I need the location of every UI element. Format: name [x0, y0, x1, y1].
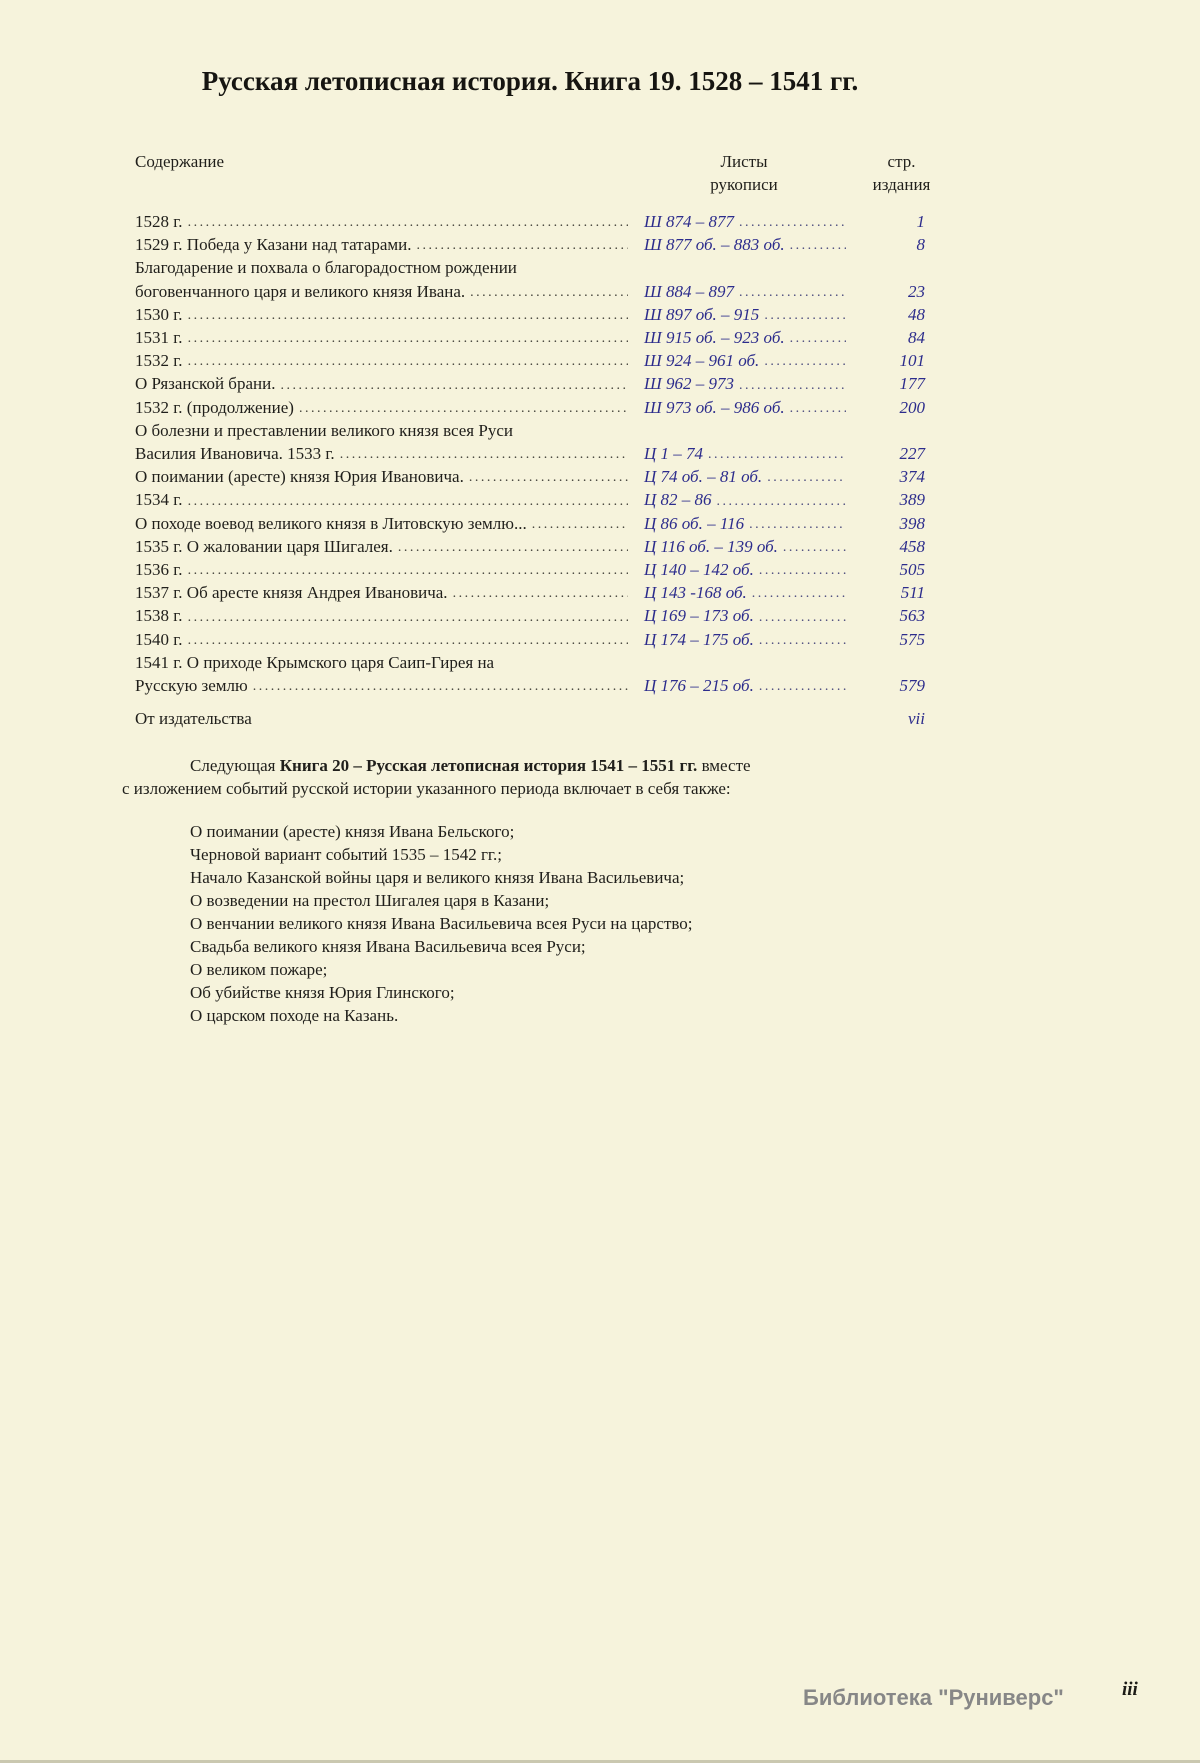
toc-entry-title-line: [135, 488, 630, 511]
toc-entry-title: [135, 604, 630, 627]
toc-entry-page-number: 505: [899, 560, 925, 580]
toc-entry-title-line: [135, 372, 630, 395]
next-book-item: Черновой вариант событий 1535 – 1542 гг.;: [190, 845, 502, 865]
toc-row: [135, 349, 925, 372]
toc-header-sheets-line1: Листы: [720, 152, 768, 171]
toc-entry-title: [135, 396, 630, 419]
toc-entry-title-line: [135, 233, 630, 256]
toc-entry-page-number: 177: [899, 374, 925, 394]
toc-header-sheets-line2: рукописи: [710, 175, 778, 194]
toc-entry-page-number: 389: [899, 490, 925, 510]
toc-entry-title-line: [135, 535, 630, 558]
dot-leader: [340, 448, 628, 462]
toc-entry-title-line: [135, 604, 630, 627]
toc-row: [135, 465, 925, 488]
toc-entry-title: [135, 256, 630, 302]
next-book-line1: [122, 754, 1002, 777]
dot-leader: [470, 286, 628, 300]
publisher-label: От издательства: [135, 709, 252, 729]
dot-leader: [188, 332, 628, 346]
toc-entry-text: 1537 г. Об аресте князя Андрея Ивановича.: [135, 583, 448, 603]
toc-entry-page-number: 227: [899, 444, 925, 464]
next-book-title: Книга 20 – Русская летописная история 1541 – 1551 гг.: [279, 756, 698, 776]
toc-entry-title-line: [135, 396, 630, 419]
toc-entry-page-number: 8: [916, 235, 925, 255]
toc-entry-title-line: [135, 256, 630, 279]
toc-entry-text: 1530 г.: [135, 304, 183, 324]
toc-entry-page-number: 579: [899, 676, 925, 696]
dot-leader: [188, 634, 628, 648]
dot-leader: [759, 634, 846, 648]
toc-entry-title-line: [135, 465, 630, 488]
next-book-item: О царском походе на Казань.: [190, 1006, 399, 1026]
toc-entry-text: 1541 г. О приходе Крымского царя Саип-Гирея на: [135, 652, 495, 672]
dot-leader: [188, 611, 628, 625]
publisher-page-number: vii: [908, 709, 925, 729]
table-of-contents: [135, 150, 931, 730]
toc-entry-title: [135, 558, 630, 581]
toc-row: [135, 419, 925, 465]
toc-entry-sheets: [630, 535, 848, 558]
toc-entry-sheets-text: Ц 176 – 215 об.: [644, 676, 754, 696]
toc-entry-title: [135, 651, 630, 697]
toc-header-pages-line1: стр.: [887, 152, 916, 171]
toc-entry-text: 1528 г.: [135, 212, 183, 231]
toc-entry-title: [135, 512, 630, 535]
toc-entry-title: [135, 210, 630, 233]
toc-row: [135, 326, 925, 349]
toc-header: [135, 150, 931, 196]
toc-entry-sheets: [630, 372, 848, 395]
toc-entry-page-number: 200: [899, 397, 925, 417]
next-book-item: Начало Казанской войны царя и великого князя Ивана Васильевича;: [190, 868, 685, 888]
dot-leader: [767, 471, 846, 485]
toc-entry-page-number: 101: [899, 351, 925, 371]
dot-leader: [188, 564, 628, 578]
dot-leader: [532, 518, 628, 532]
toc-entry-text: 1531 г.: [135, 328, 183, 348]
toc-entry-title-line: [135, 280, 630, 303]
toc-entry-title: [135, 349, 630, 372]
page-title: Русская летописная история. Книга 19. 1528 – 1541 гг.: [201, 66, 859, 96]
toc-entry-sheets: [630, 303, 848, 326]
toc-entry-sheets: [630, 396, 848, 419]
toc-entry-text: 1540 г.: [135, 629, 183, 649]
toc-entry-sheets-text: Ц 169 – 173 об.: [644, 606, 754, 626]
next-book-item: О возведении на престол Шигалея царя в Казани;: [190, 891, 550, 911]
toc-entry-text: 1534 г.: [135, 490, 183, 510]
footer-page-number: iii: [1122, 1679, 1138, 1700]
toc-entry-title-line: [135, 512, 630, 535]
toc-entry-sheets-text: Ц 86 об. – 116: [644, 513, 745, 533]
toc-entry-sheets-text: Ш 962 – 973: [644, 374, 734, 394]
dot-leader: [188, 309, 628, 323]
toc-entry-sheets: [630, 674, 848, 697]
toc-entry-sheets-text: Ц 82 – 86: [644, 490, 712, 510]
toc-entry-sheets-text: Ц 174 – 175 об.: [644, 629, 754, 649]
next-book-intro: Следующая: [190, 756, 280, 776]
toc-entry-sheets: [630, 280, 848, 303]
dot-leader: [188, 355, 628, 369]
toc-entry-sheets: [630, 210, 848, 233]
toc-entry-sheets-text: Ц 1 – 74: [644, 444, 704, 464]
toc-header-content: Содержание: [135, 152, 225, 171]
dot-leader: [759, 611, 846, 625]
toc-row: [135, 210, 925, 233]
next-book-list: [190, 820, 1002, 1027]
toc-entry-title: [135, 419, 630, 465]
toc-row: [135, 535, 925, 558]
toc-entry-title-line: [135, 674, 630, 697]
toc-row: [135, 628, 925, 651]
toc-entry-page-number: 563: [899, 606, 925, 626]
toc-entry-sheets-text: Ш 884 – 897: [644, 281, 734, 301]
toc-entry-title-line: [135, 651, 630, 674]
toc-row: [135, 396, 925, 419]
dot-leader: [469, 471, 628, 485]
toc-entry-title-line: [135, 558, 630, 581]
toc-entry-title-line: [135, 419, 630, 442]
toc-entry-sheets-text: Ц 140 – 142 об.: [644, 560, 754, 580]
toc-entry-title-line: [135, 581, 630, 604]
toc-entry-sheets: [630, 488, 848, 511]
toc-entry-text: боговенчанного царя и великого князя Ивана.: [135, 281, 466, 301]
page-footer: [0, 1679, 1200, 1719]
toc-entry-title: [135, 628, 630, 651]
toc-entry-title: [135, 303, 630, 326]
toc-entry-sheets-text: Ц 116 об. – 139 об.: [644, 536, 778, 556]
toc-entry-text: О Рязанской брани.: [135, 374, 276, 394]
toc-entry-sheets: [630, 465, 848, 488]
toc-row: [135, 372, 925, 395]
dot-leader: [417, 239, 628, 253]
toc-header-pages: [848, 150, 955, 196]
toc-entry-page-number: 23: [908, 281, 925, 301]
toc-entry-sheets-text: Ш 897 об. – 915: [644, 304, 760, 324]
toc-entry-text: О поимании (аресте) князя Юрия Ивановича.: [135, 467, 464, 487]
next-book-item: Свадьба великого князя Ивана Васильевича всея Руси;: [190, 937, 586, 957]
toc-entry-sheets: [630, 349, 848, 372]
toc-entry-text: 1538 г.: [135, 606, 183, 626]
dot-leader: [790, 402, 846, 416]
publisher-row: [135, 707, 925, 730]
toc-entry-title: [135, 233, 630, 256]
next-book-item: О венчании великого князя Ивана Васильевича всея Руси на царство;: [190, 914, 693, 934]
toc-entry-title: [135, 488, 630, 511]
toc-entry-sheets-text: Ш 877 об. – 883 об.: [644, 235, 785, 255]
toc-entry-page-number: 1: [916, 212, 925, 231]
toc-entry-page-number: 374: [899, 467, 925, 487]
toc-entry-sheets-text: Ш 915 об. – 923 об.: [644, 328, 785, 348]
toc-entry-title: [135, 581, 630, 604]
next-book-item: Об убийстве князя Юрия Глинского;: [190, 983, 455, 1003]
toc-header-pages-line2: издания: [872, 175, 931, 194]
dot-leader: [790, 332, 846, 346]
toc-row: [135, 488, 925, 511]
toc-entry-title: [135, 535, 630, 558]
toc-entry-text: О походе воевод великого князя в Литовскую землю...: [135, 513, 527, 533]
dot-leader: [717, 495, 846, 509]
dot-leader: [453, 587, 628, 601]
toc-row: [135, 303, 925, 326]
toc-entry-text: 1536 г.: [135, 560, 183, 580]
toc-entry-text: Василия Ивановича. 1533 г.: [135, 444, 335, 464]
dot-leader: [398, 541, 628, 555]
toc-entry-sheets: [630, 604, 848, 627]
toc-entry-sheets-text: Ц 143 -168 об.: [644, 583, 747, 603]
toc-entry-title-line: [135, 349, 630, 372]
toc-entry-sheets: [630, 442, 848, 465]
dot-leader: [759, 680, 846, 694]
toc-entry-title-line: [135, 628, 630, 651]
toc-entry-page-number: 84: [908, 328, 925, 348]
dot-leader: [739, 379, 846, 393]
toc-entry-text: О болезни и преставлении великого князя всея Руси: [135, 420, 513, 440]
toc-entry-text: 1532 г.: [135, 351, 183, 371]
toc-row: [135, 256, 925, 302]
dot-leader: [299, 402, 628, 416]
dot-leader: [764, 309, 846, 323]
toc-header-sheets: [630, 150, 848, 196]
toc-row: [135, 558, 925, 581]
toc-entry-page-number: 575: [899, 629, 925, 649]
toc-entry-page-number: 511: [900, 583, 925, 603]
toc-entry-title-line: [135, 210, 630, 233]
toc-entry-title: [135, 372, 630, 395]
toc-entry-title: [135, 465, 630, 488]
dot-leader: [188, 216, 628, 230]
toc-entry-sheets: [630, 233, 848, 256]
dot-leader: [790, 239, 846, 253]
toc-entry-title: [135, 326, 630, 349]
dot-leader: [253, 680, 628, 694]
dot-leader: [752, 587, 846, 601]
next-book-line1-tail: вместе: [697, 756, 751, 776]
toc-entry-sheets: [630, 326, 848, 349]
dot-leader: [749, 518, 846, 532]
toc-entry-sheets: [630, 558, 848, 581]
toc-entry-text: 1529 г. Победа у Казани над татарами.: [135, 235, 412, 255]
toc-entry-page-number: 458: [899, 536, 925, 556]
toc-entry-text: Русскую землю: [135, 676, 248, 696]
dot-leader: [759, 564, 846, 578]
next-book-line2: с изложением событий русской истории указанного периода включает в себя также:: [122, 779, 731, 799]
toc-entry-sheets: [630, 581, 848, 604]
toc-row: [135, 233, 925, 256]
toc-row: [135, 512, 925, 535]
dot-leader: [188, 495, 628, 509]
toc-entry-title-line: [135, 326, 630, 349]
footer-library-watermark: Библиотека "Руниверс": [803, 1685, 1064, 1710]
toc-entry-sheets-text: Ш 924 – 961 об.: [644, 351, 760, 371]
toc-row: [135, 604, 925, 627]
next-book-item: О великом пожаре;: [190, 960, 328, 980]
toc-entry-text: 1535 г. О жаловании царя Шигалея.: [135, 536, 393, 556]
toc-entry-sheets-text: Ш 874 – 877: [644, 212, 734, 231]
toc-row: [135, 581, 925, 604]
toc-entry-sheets-text: Ц 74 об. – 81 об.: [644, 467, 763, 487]
toc-entry-sheets-text: Ш 973 об. – 986 об.: [644, 397, 785, 417]
next-book-item: О поимании (аресте) князя Ивана Бельского;: [190, 822, 515, 842]
toc-entry-text: Благодарение и похвала о благорадостном рождении: [135, 258, 517, 278]
dot-leader: [739, 286, 846, 300]
dot-leader: [764, 355, 846, 369]
next-book-paragraph: [122, 754, 1002, 1027]
toc-entry-sheets: [630, 512, 848, 535]
toc-entry-page-number: 398: [899, 513, 925, 533]
toc-entry-text: 1532 г. (продолжение): [135, 397, 294, 417]
dot-leader: [739, 216, 846, 230]
dot-leader: [708, 448, 846, 462]
dot-leader: [783, 541, 846, 555]
toc-entry-page-number: 48: [908, 304, 925, 324]
toc-entry-title-line: [135, 303, 630, 326]
toc-rows: [135, 210, 925, 697]
toc-entry-sheets: [630, 628, 848, 651]
toc-row: [135, 651, 925, 697]
toc-entry-title-line: [135, 442, 630, 465]
dot-leader: [280, 379, 628, 393]
